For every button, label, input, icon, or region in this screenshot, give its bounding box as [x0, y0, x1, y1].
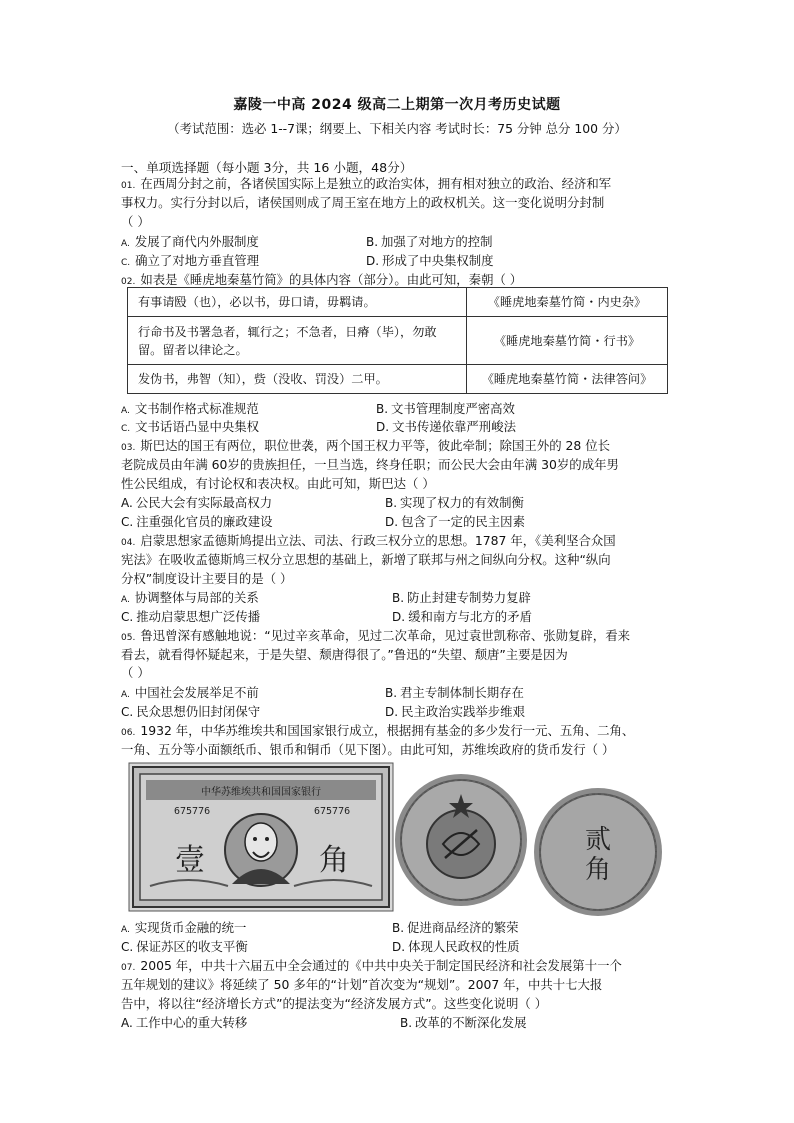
coin-char-bottom: 角: [584, 855, 612, 885]
question-1-line: 事权力。实行分封以后，诸侯国则成了周王室在地方上的政权机关。这一变化说明分封制: [121, 195, 605, 210]
option-b[interactable]: [385, 494, 524, 512]
option-letter: B.: [385, 496, 398, 510]
coin-front-image: [393, 772, 529, 908]
option-text: 文书管理制度严密高效: [391, 401, 515, 416]
question-text: 在西周分封之前，各诸侯国实际上是独立的政治实体，拥有相对独立的政治、经济和军: [140, 176, 612, 191]
question-6-line: 一角、五分等小面额纸币、银币和铜币（见下图）。由此可知，苏维埃政府的货币发行（ ）: [121, 742, 615, 757]
table-row: [128, 288, 668, 317]
question-7-line: [121, 957, 681, 977]
option-letter: A.: [121, 239, 130, 249]
question-number: 02.: [121, 277, 136, 287]
option-text: 君主专制体制长期存在: [400, 685, 524, 700]
question-text: 启蒙思想家孟德斯鸠提出立法、司法、行政三权分立的思想。1787 年，《美利坚合众国: [140, 533, 616, 548]
option-letter: A.: [121, 925, 130, 935]
option-a[interactable]: [121, 684, 259, 704]
option-a[interactable]: [121, 233, 259, 253]
question-4-line: 分权”制度设计主要目的是（ ）: [121, 571, 293, 586]
option-text: 文书话语凸显中央集权: [135, 419, 260, 434]
table-row: [128, 365, 668, 394]
option-a[interactable]: [121, 1014, 247, 1032]
option-text: 文书制作格式标准规范: [134, 401, 259, 416]
coin-char-top: 贰: [584, 825, 612, 855]
question-3-line: [121, 437, 681, 457]
option-d[interactable]: [385, 703, 525, 721]
question-1-line: （ ）: [121, 214, 150, 229]
exam-info: （考试范围：选必 1--7课；纲要上、下相关内容 考试时长：75 分钟 总分 100 分）: [167, 121, 627, 136]
table-cell-content: 有事请殹（也），必以书，毋口请，毋羁请。: [128, 288, 467, 317]
option-b[interactable]: [366, 233, 493, 251]
option-text: 防止封建专制势力复辟: [407, 590, 531, 605]
question-number: 04.: [121, 538, 136, 548]
question-number: 01.: [121, 181, 136, 191]
question-3-line: 老院成员由年满 60岁的贵族担任，一旦当选，终身任职；而公民大会由年满 30岁的成年男: [121, 457, 619, 472]
question-text: 鲁迅曾深有感触地说：“见过辛亥革命，见过二次革命，见过袁世凯称帝、张勋复辟，看来: [140, 628, 630, 643]
table-cell-content: 发伪书，弗智（知），赀（没收、罚没）二甲。: [128, 365, 467, 394]
option-letter: D.: [392, 940, 406, 954]
table-cell-source: 《睡虎地秦墓竹简・内史杂》: [467, 288, 668, 317]
option-letter: C.: [121, 610, 134, 624]
option-text: 改革的不断深化发展: [415, 1015, 527, 1030]
table-cell-text: 行命书及书署急者，辄行之；不急者，日瘠（毕），勿敢留。留者以律论之。: [138, 324, 437, 357]
option-letter: B.: [366, 235, 379, 249]
option-text: 体现人民政权的性质: [408, 939, 520, 954]
option-text: 注重强化官员的廉政建设: [136, 514, 273, 529]
banknote-right-char: 角: [319, 843, 349, 878]
option-text: 中国社会发展举足不前: [134, 685, 259, 700]
option-c[interactable]: [121, 252, 259, 272]
banknote-left-char: 壹: [175, 843, 205, 878]
option-b[interactable]: [376, 400, 515, 418]
question-number: 05.: [121, 633, 136, 643]
option-a[interactable]: [121, 400, 259, 420]
option-d[interactable]: [366, 252, 494, 270]
option-letter: A.: [121, 690, 130, 700]
option-a[interactable]: [121, 494, 272, 512]
option-d[interactable]: [385, 513, 525, 531]
option-c[interactable]: [121, 418, 259, 438]
option-d[interactable]: [392, 608, 532, 626]
option-letter: A.: [121, 496, 133, 510]
table-cell-content: [128, 317, 467, 365]
option-letter: B.: [400, 1016, 413, 1030]
option-b[interactable]: [392, 919, 519, 937]
option-text: 公民大会有实际最高权力: [135, 495, 273, 510]
option-b[interactable]: [385, 684, 524, 702]
option-letter: A.: [121, 1016, 133, 1030]
question-6-line: [121, 722, 681, 742]
question-4-line: 宪法》在吸收孟德斯鸠三权分立思想的基础上，新增了联邦与州之间纵向分权。这种“纵向: [121, 552, 611, 567]
option-text: 促进商品经济的繁荣: [407, 920, 519, 935]
question-text: 斯巴达的国王有两位，职位世袭，两个国王权力平等，彼此牵制；除国王外的 28 位长: [140, 438, 611, 453]
table-cell-source: 《睡虎地秦墓竹简・法律答问》: [467, 365, 668, 394]
option-letter: B.: [385, 686, 398, 700]
option-text: 实现了权力的有效制衡: [400, 495, 524, 510]
banknote-serial-right: 675776: [314, 806, 351, 817]
option-letter: D.: [392, 610, 406, 624]
question-7-line: 告中，将以往“经济增长方式”的提法变为“经济发展方式”。这些变化说明（ ）: [121, 996, 548, 1011]
table-row: [128, 317, 668, 365]
banknote-top-text: 中华苏维埃共和国国家银行: [201, 787, 321, 798]
question-1-line: [121, 175, 681, 195]
source-table: [127, 287, 668, 394]
option-text: 工作中心的重大转移: [135, 1015, 248, 1030]
option-text: 推动启蒙思想广泛传播: [136, 609, 261, 624]
option-text: 加强了对地方的控制: [381, 234, 493, 249]
option-d[interactable]: [376, 418, 516, 436]
table-cell-source: 《睡虎地秦墓竹简・行书》: [467, 317, 668, 365]
option-text: 保证苏区的收支平衡: [136, 939, 248, 954]
option-c[interactable]: [121, 703, 260, 721]
banknote-serial-left: 675776: [174, 806, 211, 817]
question-text: 如表是《睡虎地秦墓竹简》的具体内容（部分）。由此可知，秦朝（ ）: [140, 272, 523, 287]
question-number: 03.: [121, 443, 136, 453]
option-text: 文书传递依靠严刑峻法: [392, 419, 516, 434]
question-text: 2005 年，中共十六届五中全会通过的《中共中央关于制定国民经济和社会发展第十一个: [140, 958, 622, 973]
option-letter: C.: [121, 705, 134, 719]
question-5-line: 看去，就看得怀疑起来，于是失望、颓唐得很了。”鲁迅的“失望、颓唐”主要是因为: [121, 647, 568, 662]
question-number: 07.: [121, 963, 136, 973]
question-text: 1932 年，中华苏维埃共和国国家银行成立，根据拥有基金的多少发行一元、五角、二角、: [140, 723, 635, 738]
option-c[interactable]: [121, 938, 248, 956]
option-letter: C.: [121, 258, 131, 268]
option-letter: C.: [121, 515, 134, 529]
question-number: 06.: [121, 728, 136, 738]
option-b[interactable]: [400, 1014, 527, 1032]
option-letter: D.: [385, 515, 399, 529]
option-text: 缓和南方与北方的矛盾: [408, 609, 532, 624]
question-7-line: 五年规划的建议》将延续了 50 多年的“计划”首次变为“规划”。2007 年，中共十七大报: [121, 977, 603, 992]
option-d[interactable]: [392, 938, 520, 956]
option-text: 实现货币金融的统一: [134, 920, 247, 935]
option-letter: B.: [376, 402, 389, 416]
banknote-image: [128, 762, 394, 912]
option-letter: C.: [121, 424, 131, 434]
option-a[interactable]: [121, 589, 259, 609]
option-letter: B.: [392, 921, 405, 935]
question-4-line: [121, 532, 681, 552]
option-text: 形成了中央集权制度: [382, 253, 494, 268]
page-title: 嘉陵一中高 2024 级高二上期第一次月考历史试题: [233, 97, 561, 113]
option-letter: D.: [385, 705, 399, 719]
option-letter: D.: [366, 254, 380, 268]
option-letter: A.: [121, 595, 130, 605]
option-letter: D.: [376, 420, 390, 434]
coin-back-image: [532, 786, 664, 918]
option-text: 协调整体与局部的关系: [134, 590, 259, 605]
option-c[interactable]: [121, 513, 273, 531]
option-letter: B.: [392, 591, 405, 605]
option-text: 民众思想仍旧封闭保守: [136, 704, 261, 719]
option-a[interactable]: [121, 919, 246, 939]
option-letter: A.: [121, 406, 130, 416]
section-heading: 一、单项选择题（每小题 3分，共 16 小题，48分）: [121, 160, 413, 175]
option-text: 发展了商代内外服制度: [134, 234, 259, 249]
option-c[interactable]: [121, 608, 260, 626]
option-text: 确立了对地方垂直管理: [135, 253, 260, 268]
option-text: 民主政治实践举步维艰: [401, 704, 525, 719]
option-text: 包含了一定的民主因素: [401, 514, 525, 529]
question-5-line: （ ）: [121, 665, 150, 680]
option-letter: C.: [121, 940, 134, 954]
question-5-line: [121, 627, 681, 647]
option-b[interactable]: [392, 589, 531, 607]
question-3-line: 性公民组成，有讨论权和表决权。由此可知，斯巴达（ ）: [121, 476, 435, 491]
